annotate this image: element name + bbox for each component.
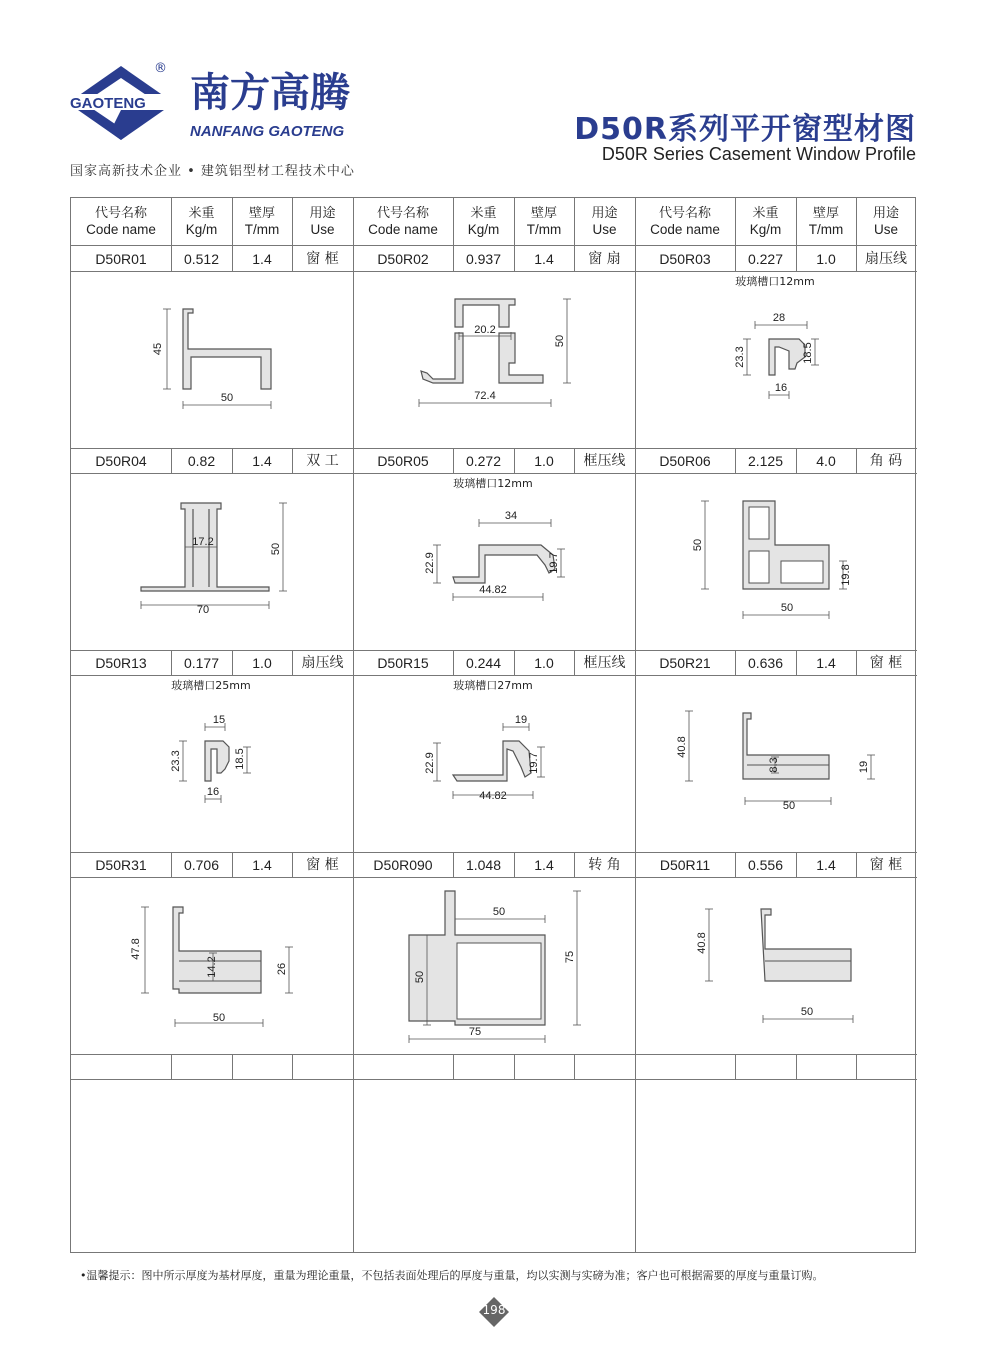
dimension-label: 19.7 (528, 752, 540, 774)
table-rule (292, 852, 293, 877)
profile-shape (743, 713, 829, 779)
header-en: T/mm (244, 221, 280, 237)
dimension-label: 50 (800, 1006, 814, 1018)
header-en: T/mm (808, 221, 844, 237)
profile-drawing (635, 271, 916, 448)
dimension-label: 72.4 (474, 390, 496, 402)
table-rule (292, 1054, 293, 1079)
header-thickness (514, 198, 574, 245)
profile-use: 双 工 (306, 452, 339, 469)
table-rule (856, 448, 857, 473)
header-en: Kg/m (749, 221, 782, 237)
profile-weight: 0.82 (187, 452, 216, 469)
dimension-label: 14.2 (206, 956, 218, 978)
profile-shape (781, 561, 823, 583)
table-rule (574, 198, 575, 245)
dimension-label: 18.5 (802, 342, 814, 364)
profile-use: 窗 框 (869, 856, 903, 873)
profile-use: 窗 框 (869, 654, 903, 671)
profile-thickness: 1.4 (534, 250, 554, 267)
header-cn: 壁厚 (248, 205, 275, 221)
gaoteng-logo (66, 58, 396, 148)
page-title-en: D50R Series Casement Window Profile (601, 144, 916, 164)
table-rule (514, 650, 515, 675)
profile-use: 转 角 (588, 856, 621, 873)
profile-drawing (71, 675, 353, 852)
header-en: T/mm (526, 221, 562, 237)
profile-thickness: 1.0 (534, 654, 554, 671)
table-rule (796, 448, 797, 473)
header-en: Code name (86, 221, 156, 237)
profile-thickness: 1.0 (816, 250, 836, 267)
profile-weight: 0.556 (747, 856, 784, 873)
dimension-label: 45 (152, 342, 164, 356)
header-cn: 壁厚 (812, 205, 839, 221)
profile-shape (749, 507, 769, 539)
dimension-label: 75 (468, 1026, 482, 1038)
header-cn: 用途 (309, 205, 336, 221)
table-rule (71, 650, 917, 651)
header-en: Code name (368, 221, 438, 237)
header-cn: 代号名称 (94, 205, 147, 221)
profile-table (70, 197, 916, 1253)
table-rule (796, 1054, 797, 1079)
page-number: 198 (482, 1303, 506, 1317)
header-use (574, 198, 635, 245)
header-thickness (796, 198, 856, 245)
table-rule (796, 246, 797, 271)
header-weight (735, 198, 796, 245)
table-rule (574, 1054, 575, 1079)
profile-weight: 0.512 (183, 250, 220, 267)
dimension-label: 16 (774, 382, 788, 394)
profile-shape (453, 545, 555, 583)
glass-slot-note: 玻璃槽口12mm (735, 275, 815, 288)
profile-drawing (71, 271, 353, 448)
header-thickness (232, 198, 292, 245)
table-rule (735, 198, 736, 245)
profile-shape (769, 339, 805, 375)
table-rule (292, 246, 293, 271)
table-rule (856, 1054, 857, 1079)
profile-weight: 0.636 (747, 654, 784, 671)
dimension-label: 44.82 (479, 584, 507, 596)
table-rule (574, 650, 575, 675)
table-rule (514, 448, 515, 473)
table-rule (514, 1054, 515, 1079)
dimension-label: 23.3 (734, 346, 746, 368)
header-weight (171, 198, 232, 245)
table-rule (232, 198, 233, 245)
table-rule (171, 448, 172, 473)
dimension-label: 20.2 (474, 324, 496, 336)
profile-thickness: 1.0 (252, 654, 272, 671)
header-weight (453, 198, 514, 245)
profile-use: 框压线 (583, 654, 626, 671)
table-rule (856, 852, 857, 877)
table-rule (292, 198, 293, 245)
table-rule (856, 650, 857, 675)
table-rule (232, 246, 233, 271)
dimension-label: 50 (782, 800, 796, 812)
header-code (353, 198, 453, 245)
profile-drawing (71, 473, 353, 650)
dimension-label: 8.3 (768, 757, 780, 773)
profile-weight: 1.048 (465, 856, 502, 873)
table-rule (735, 448, 736, 473)
profile-shape (457, 943, 541, 1019)
profile-code: D50R21 (659, 654, 711, 671)
dimension-label: 50 (212, 1012, 226, 1024)
dimension-label: 16 (206, 786, 220, 798)
table-rule (574, 852, 575, 877)
dimension-label: 50 (270, 542, 282, 556)
dimension-label: 18.5 (234, 748, 246, 770)
dimension-label: 44.82 (479, 790, 507, 802)
profile-weight: 0.177 (183, 654, 220, 671)
profile-thickness: 1.4 (816, 856, 836, 873)
table-rule (514, 198, 515, 245)
profile-shape (499, 333, 543, 383)
table-rule (453, 246, 454, 271)
table-rule (171, 198, 172, 245)
table-rule (735, 246, 736, 271)
tagline: 国家高新技术企业 • 建筑铝型材工程技术中心 (70, 164, 355, 179)
header-en: Code name (650, 221, 720, 237)
profile-code: D50R31 (95, 856, 147, 873)
profile-shape (205, 741, 229, 781)
profile-shape (761, 909, 851, 981)
table-rule (574, 246, 575, 271)
header-cn: 代号名称 (376, 205, 429, 221)
table-rule (735, 852, 736, 877)
profile-weight: 2.125 (747, 452, 784, 469)
dimension-label: 19 (858, 760, 870, 774)
table-rule (292, 650, 293, 675)
profile-weight: 0.244 (465, 654, 502, 671)
header-en: Kg/m (185, 221, 218, 237)
profile-use: 窗 扇 (588, 250, 621, 267)
header-cn: 米重 (188, 205, 215, 221)
profile-shape (453, 741, 531, 781)
profile-thickness: 1.4 (816, 654, 836, 671)
profile-thickness: 1.4 (534, 856, 554, 873)
profile-thickness: 1.4 (252, 856, 272, 873)
profile-use: 窗 框 (306, 856, 339, 873)
profile-shape (455, 299, 515, 327)
dimension-label: 34 (504, 510, 518, 522)
profile-thickness: 4.0 (816, 452, 836, 469)
profile-code: D50R02 (377, 250, 429, 267)
dimension-label: 19.7 (548, 552, 560, 574)
table-rule (856, 198, 857, 245)
table-rule (71, 852, 917, 853)
profile-weight: 0.937 (465, 250, 502, 267)
table-rule (453, 1054, 454, 1079)
header-code (71, 198, 171, 245)
dimension-label: 15 (212, 714, 226, 726)
profile-code: D50R05 (377, 452, 429, 469)
table-rule (232, 650, 233, 675)
profile-thickness: 1.4 (252, 452, 272, 469)
profile-drawing (71, 877, 353, 1054)
footer-note: •温馨提示：图中所示厚度为基材厚度，重量为理论重量，不包括表面处理后的厚度与重量，均以实测与实磅为准；客户也可根据需要的厚度与重量订购。 (80, 1269, 824, 1282)
dimension-label: 19 (514, 714, 528, 726)
table-rule (171, 1054, 172, 1079)
table-rule (71, 448, 917, 449)
dimension-label: 22.9 (424, 552, 436, 574)
dimension-label: 50 (780, 602, 794, 614)
header-cn: 壁厚 (530, 205, 557, 221)
registered-mark: ® (154, 61, 167, 76)
glass-slot-note: 玻璃槽口27mm (453, 679, 533, 692)
header-use (292, 198, 353, 245)
dimension-label: 75 (564, 950, 576, 964)
header-cn: 代号名称 (658, 205, 711, 221)
profile-code: D50R13 (95, 654, 147, 671)
dimension-label: 40.8 (676, 736, 688, 758)
profile-drawing (353, 675, 635, 852)
table-rule (171, 246, 172, 271)
profile-code: D50R03 (659, 250, 711, 267)
profile-drawing (353, 473, 635, 650)
header-use (856, 198, 916, 245)
profile-shape (749, 551, 769, 583)
profile-weight: 0.272 (465, 452, 502, 469)
table-rule (574, 448, 575, 473)
table-rule (735, 1054, 736, 1079)
profile-use: 扇压线 (301, 654, 344, 671)
dimension-label: 50 (492, 906, 506, 918)
profile-code: D50R090 (373, 856, 433, 873)
profile-drawing (353, 877, 635, 1054)
table-rule (453, 852, 454, 877)
table-rule (453, 650, 454, 675)
header-cn: 用途 (872, 205, 899, 221)
profile-code: D50R01 (95, 250, 147, 267)
profile-code: D50R11 (659, 856, 711, 873)
dimension-label: 19.8 (840, 564, 852, 586)
table-rule (735, 650, 736, 675)
header-en: Use (873, 221, 898, 237)
table-rule (453, 198, 454, 245)
header-cn: 米重 (470, 205, 497, 221)
header-cn: 米重 (752, 205, 779, 221)
dimension-label: 23.3 (170, 750, 182, 772)
logo-text: GAOTENG (70, 95, 146, 112)
table-rule (71, 1079, 917, 1080)
profile-thickness: 1.4 (252, 250, 272, 267)
dimension-label: 50 (554, 334, 566, 348)
table-rule (171, 650, 172, 675)
header-code (635, 198, 735, 245)
profile-code: D50R06 (659, 452, 711, 469)
dimension-label: 40.8 (696, 932, 708, 954)
table-rule (856, 246, 857, 271)
profile-shape (183, 309, 271, 389)
table-rule (232, 448, 233, 473)
profile-drawing (353, 271, 635, 448)
table-rule (796, 198, 797, 245)
dimension-label: 22.9 (424, 752, 436, 774)
page-title-cn: D50R系列平开窗型材图 (574, 112, 916, 147)
table-rule (514, 246, 515, 271)
table-rule (232, 852, 233, 877)
profile-weight: 0.706 (183, 856, 220, 873)
table-rule (232, 1054, 233, 1079)
profile-use: 框压线 (583, 452, 626, 469)
profile-drawing (635, 473, 916, 650)
dimension-label: 50 (414, 970, 426, 984)
profile-weight: 0.227 (747, 250, 784, 267)
dimension-label: 26 (276, 962, 288, 976)
brand-name-en: NANFANG GAOTENG (190, 123, 345, 140)
header-en: Kg/m (467, 221, 500, 237)
profile-shape (173, 907, 261, 993)
glass-slot-note: 玻璃槽口25mm (171, 679, 251, 692)
header-cn: 用途 (591, 205, 618, 221)
glass-slot-note: 玻璃槽口12mm (453, 477, 533, 490)
dimension-label: 17.2 (192, 536, 214, 548)
profile-use: 角 码 (869, 452, 903, 469)
profile-code: D50R15 (377, 654, 429, 671)
dimension-label: 47.8 (130, 938, 142, 960)
brand-name-cn: 南方高腾 (190, 70, 350, 116)
profile-drawing (635, 877, 916, 1054)
profile-shape (421, 333, 463, 383)
table-rule (514, 852, 515, 877)
profile-thickness: 1.0 (534, 452, 554, 469)
table-rule (796, 852, 797, 877)
table-rule (71, 1054, 917, 1055)
profile-use: 窗 框 (306, 250, 339, 267)
dimension-label: 50 (692, 538, 704, 552)
table-rule (171, 852, 172, 877)
table-rule (453, 448, 454, 473)
header-en: Use (592, 221, 617, 237)
profile-drawing (635, 675, 916, 852)
dimension-label: 50 (220, 392, 234, 404)
table-rule (796, 650, 797, 675)
dimension-label: 28 (772, 312, 786, 324)
profile-code: D50R04 (95, 452, 147, 469)
profile-use: 扇压线 (865, 250, 907, 267)
table-rule (292, 448, 293, 473)
header-en: Use (310, 221, 335, 237)
dimension-label: 70 (196, 604, 210, 616)
